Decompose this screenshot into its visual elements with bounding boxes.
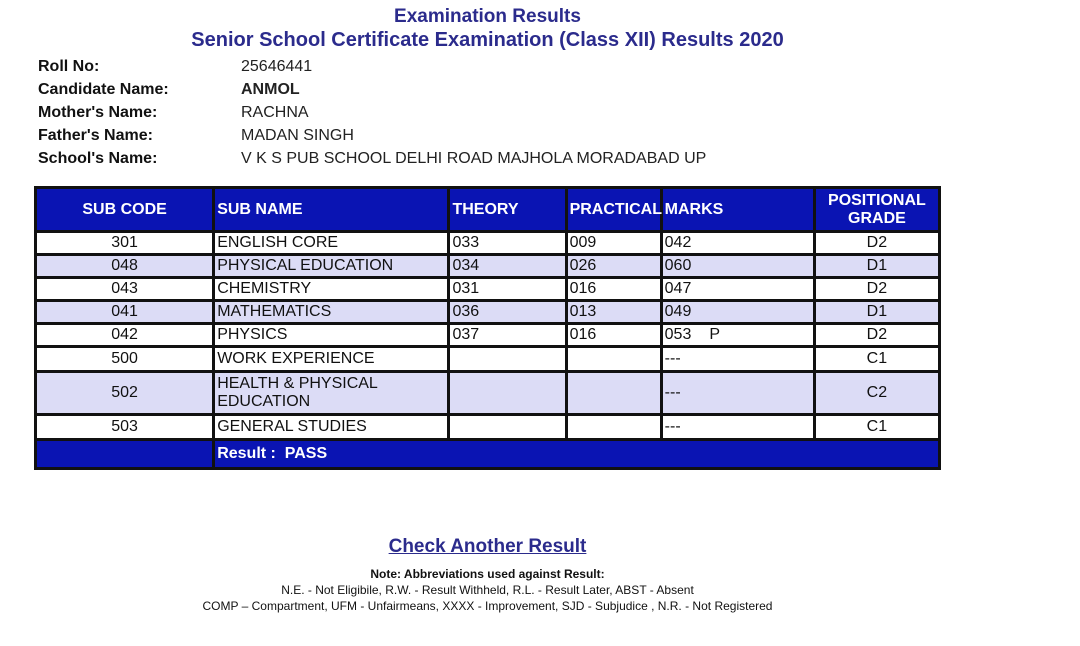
grade-cell: D2 <box>814 278 939 301</box>
father-name-label: Father's Name: <box>38 127 153 145</box>
sub-code-cell: 042 <box>36 324 214 347</box>
roll-no-value: 25646441 <box>241 57 313 75</box>
marks-cell <box>661 301 814 324</box>
candidate-info <box>38 55 706 171</box>
sub-code-cell: 301 <box>36 232 214 255</box>
marks-value: --- <box>664 418 681 435</box>
page-subtitle: Senior School Certificate Examination (Class XII) Results 2020 <box>191 29 784 51</box>
father-name-row <box>38 125 706 148</box>
result-row <box>36 440 940 469</box>
note-line-2: COMP – Compartment, UFM - Unfairmeans, XXXX - Improvement, SJD - Subjudice , N.R. - Not Registered <box>202 599 773 613</box>
note-heading: Note: Abbreviations used against Result: <box>370 567 605 581</box>
mother-name-value: RACHNA <box>241 103 309 121</box>
result-value: PASS <box>284 445 328 462</box>
table-header-row <box>36 188 940 232</box>
table-row <box>36 347 940 372</box>
sub-code-cell: 503 <box>36 415 214 440</box>
marks-cell <box>661 324 814 347</box>
sub-name-cell: WORK EXPERIENCE <box>214 347 449 372</box>
marks-value: 060 <box>664 257 692 274</box>
col-sub-code: SUB CODE <box>36 188 214 232</box>
school-name-label: School's Name: <box>38 150 158 168</box>
col-sub-name: SUB NAME <box>214 188 449 232</box>
practical-cell <box>566 372 661 415</box>
sub-code-cell: 500 <box>36 347 214 372</box>
theory-cell <box>449 372 566 415</box>
col-theory: THEORY <box>449 188 566 232</box>
grade-cell: D1 <box>814 255 939 278</box>
results-table <box>34 186 941 470</box>
sub-name-cell: ENGLISH CORE <box>214 232 449 255</box>
table-row <box>36 372 940 415</box>
school-name-row <box>38 148 706 171</box>
theory-cell: 034 <box>449 255 566 278</box>
marks-value: 047 <box>664 280 692 297</box>
marks-value: --- <box>664 384 681 401</box>
grade-cell: D1 <box>814 301 939 324</box>
sub-code-cell: 043 <box>36 278 214 301</box>
sub-name-cell: PHYSICAL EDUCATION <box>214 255 449 278</box>
roll-no-row <box>38 55 706 78</box>
marks-cell <box>661 278 814 301</box>
result-cell <box>214 440 940 469</box>
sub-code-cell: 048 <box>36 255 214 278</box>
practical-cell: 013 <box>566 301 661 324</box>
table-row <box>36 278 940 301</box>
table-row <box>36 301 940 324</box>
candidate-name-label: Candidate Name: <box>38 80 169 98</box>
grade-cell: C1 <box>814 415 939 440</box>
col-marks: MARKS <box>661 188 814 232</box>
theory-cell: 033 <box>449 232 566 255</box>
col-grade: POSITIONAL GRADE <box>814 188 939 232</box>
mother-name-row <box>38 101 706 124</box>
check-another-result-link[interactable]: Check Another Result <box>388 536 587 557</box>
practical-cell: 009 <box>566 232 661 255</box>
marks-cell <box>661 372 814 415</box>
candidate-name-row <box>38 78 706 101</box>
theory-cell: 031 <box>449 278 566 301</box>
result-label: Result : <box>217 445 276 462</box>
table-row <box>36 255 940 278</box>
father-name-value: MADAN SINGH <box>241 127 354 145</box>
practical-cell: 026 <box>566 255 661 278</box>
marks-cell <box>661 255 814 278</box>
page-title: Examination Results <box>394 6 581 27</box>
mother-name-label: Mother's Name: <box>38 103 158 121</box>
candidate-name-value: ANMOL <box>241 80 300 98</box>
grade-cell: C2 <box>814 372 939 415</box>
table-row <box>36 324 940 347</box>
theory-cell <box>449 415 566 440</box>
theory-cell <box>449 347 566 372</box>
col-practical: PRACTICAL <box>566 188 661 232</box>
sub-name-cell: CHEMISTRY <box>214 278 449 301</box>
result-spacer <box>36 440 214 469</box>
table-row <box>36 232 940 255</box>
marks-cell <box>661 415 814 440</box>
practical-cell <box>566 415 661 440</box>
school-name-value: V K S PUB SCHOOL DELHI ROAD MAJHOLA MORADABAD UP <box>241 150 707 168</box>
sub-name-cell: MATHEMATICS <box>214 301 449 324</box>
marks-cell <box>661 347 814 372</box>
table-row <box>36 415 940 440</box>
sub-name-cell: PHYSICS <box>214 324 449 347</box>
grade-cell: D2 <box>814 324 939 347</box>
sub-name-cell: GENERAL STUDIES <box>214 415 449 440</box>
sub-code-cell: 041 <box>36 301 214 324</box>
marks-value: 053 <box>664 326 692 343</box>
marks-value: --- <box>664 350 681 367</box>
grade-cell: C1 <box>814 347 939 372</box>
practical-cell: 016 <box>566 278 661 301</box>
marks-value: 049 <box>664 303 692 320</box>
marks-value: 042 <box>664 234 692 251</box>
sub-code-cell: 502 <box>36 372 214 415</box>
marks-cell <box>661 232 814 255</box>
marks-flag: P <box>709 326 721 343</box>
practical-cell: 016 <box>566 324 661 347</box>
note-line-1: N.E. - Not Eligibile, R.W. - Result Withheld, R.L. - Result Later, ABST - Absent <box>281 583 694 597</box>
roll-no-label: Roll No: <box>38 57 100 75</box>
theory-cell: 036 <box>449 301 566 324</box>
theory-cell: 037 <box>449 324 566 347</box>
sub-name-cell: HEALTH & PHYSICAL EDUCATION <box>214 372 449 415</box>
practical-cell <box>566 347 661 372</box>
grade-cell: D2 <box>814 232 939 255</box>
